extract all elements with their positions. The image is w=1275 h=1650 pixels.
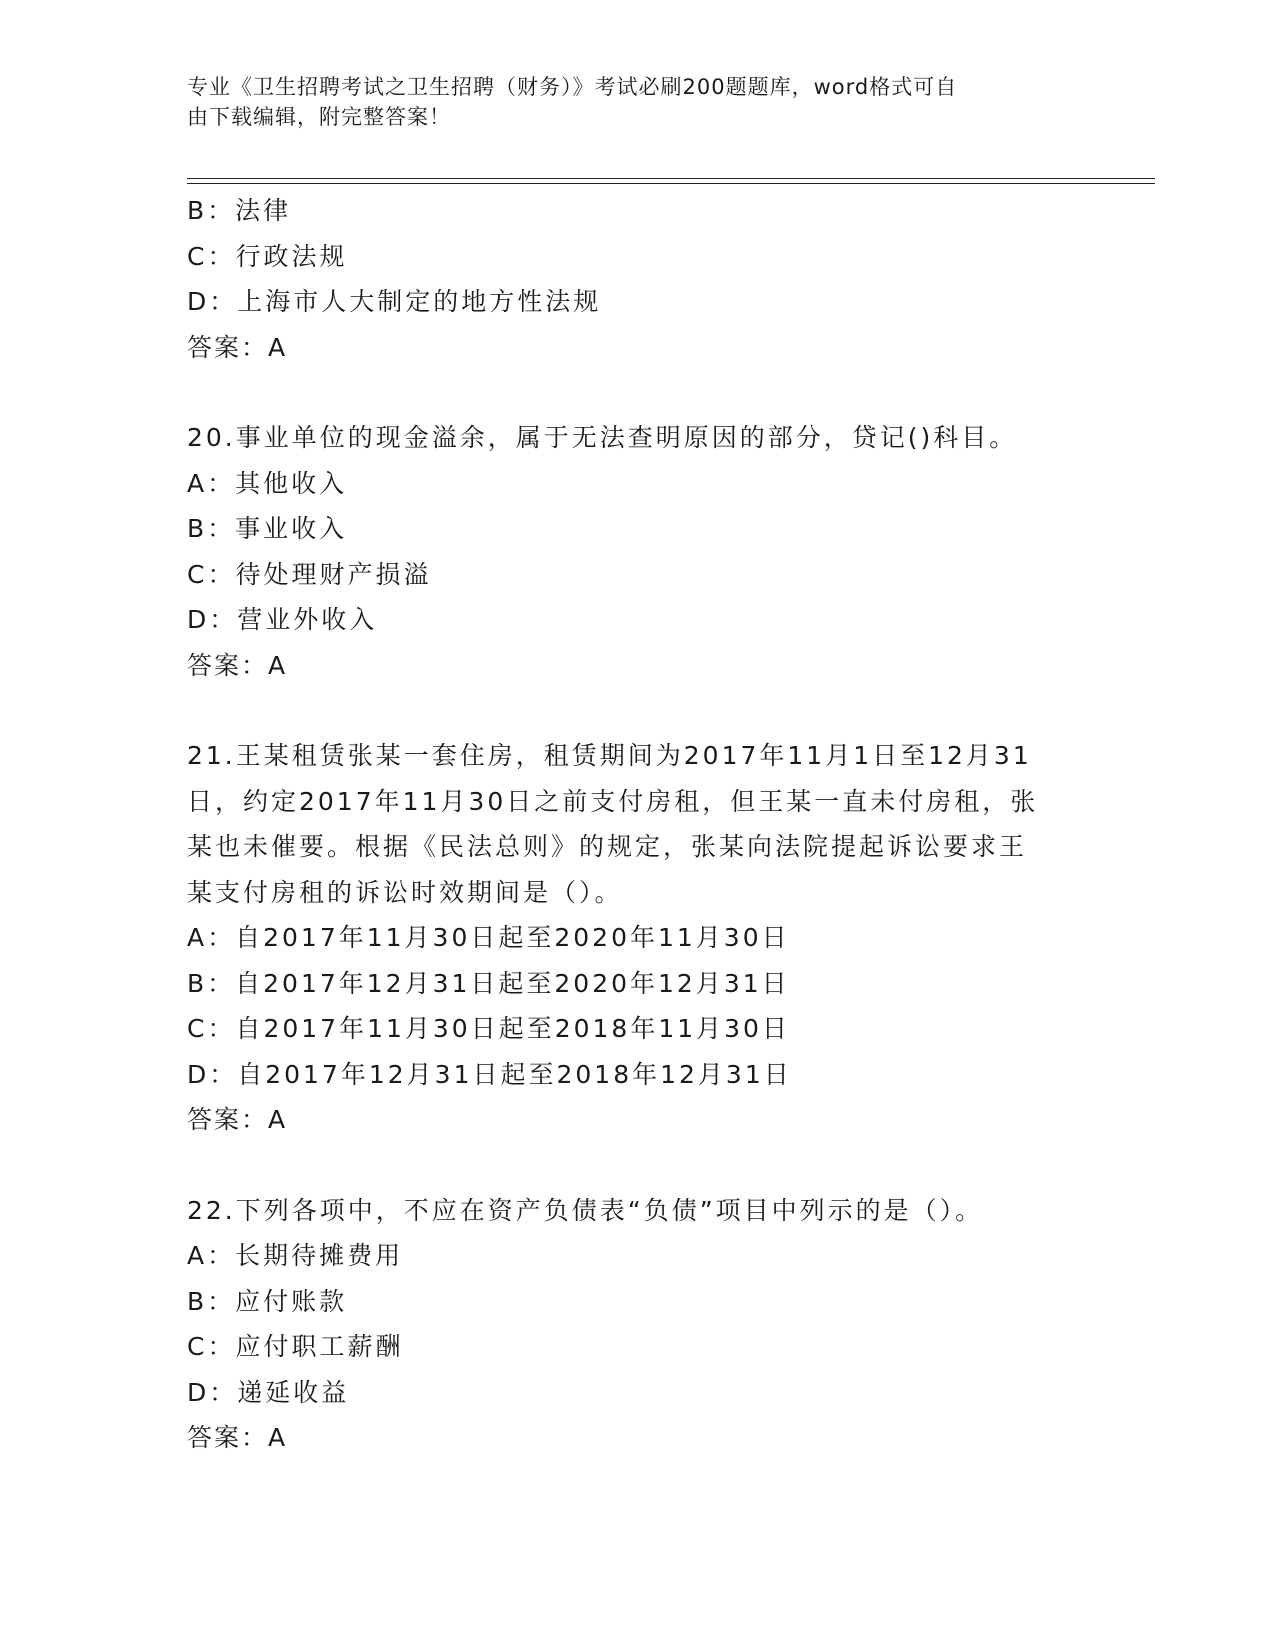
spacer xyxy=(187,370,1087,415)
spacer xyxy=(187,1143,1087,1188)
document-header xyxy=(187,72,1067,132)
option-d: D：营业外收入 xyxy=(187,605,378,634)
header-line-2: 由下载编辑，附完整答案！ xyxy=(187,105,451,129)
question-stem: 20.事业单位的现金溢余，属于无法查明原因的部分，贷记()科目。 xyxy=(187,423,1018,452)
question-stem-line-3: 某也未催要。根据《民法总则》的规定，张某向法院提起诉讼要求王 xyxy=(187,832,1028,861)
option-b: B：自2017年12月31日起至2020年12月31日 xyxy=(187,968,790,998)
option-b: B：法律 xyxy=(187,196,292,225)
option-b: B：事业收入 xyxy=(187,514,348,543)
question-stem-line-2: 日，约定2017年11月30日之前支付房租，但王某一直未付房租，张 xyxy=(187,786,1039,816)
question-stem-line-4: 某支付房租的诉讼时效期间是（）。 xyxy=(187,877,623,907)
option-a: A：长期待摊费用 xyxy=(187,1241,404,1270)
option-b: B：应付账款 xyxy=(187,1286,348,1316)
answer: 答案：A xyxy=(187,1105,288,1134)
option-d: D：上海市人大制定的地方性法规 xyxy=(187,287,602,316)
option-d: D：自2017年12月31日起至2018年12月31日 xyxy=(187,1059,792,1089)
option-a: A：自2017年11月30日起至2020年11月30日 xyxy=(187,923,790,952)
question-stem: 22.下列各项中，不应在资产负债表“负债”项目中列示的是（）。 xyxy=(187,1195,984,1225)
question-21 xyxy=(187,733,1087,1143)
spacer xyxy=(187,688,1087,733)
answer: 答案：A xyxy=(187,650,288,680)
option-c: C：行政法规 xyxy=(187,241,348,271)
option-c: C：应付职工薪酬 xyxy=(187,1332,404,1361)
question-19-tail xyxy=(187,188,1087,370)
option-c: C：自2017年11月30日起至2018年11月30日 xyxy=(187,1014,790,1043)
question-22 xyxy=(187,1188,1087,1461)
header-divider-top xyxy=(187,178,1155,179)
header-line-1: 专业《卫生招聘考试之卫生招聘（财务）》考试必刷200题题库，word格式可自 xyxy=(187,75,958,99)
answer: 答案：A xyxy=(187,1423,288,1452)
question-stem-line-1: 21.王某租赁张某一套住房，租赁期间为2017年11月1日至12月31 xyxy=(187,741,1032,770)
option-d: D：递延收益 xyxy=(187,1377,350,1407)
header-divider-bottom xyxy=(187,183,1155,184)
answer: 答案：A xyxy=(187,332,288,362)
option-a: A：其他收入 xyxy=(187,468,348,498)
question-20 xyxy=(187,415,1087,688)
question-content xyxy=(187,188,1087,1461)
option-c: C：待处理财产损溢 xyxy=(187,559,432,589)
